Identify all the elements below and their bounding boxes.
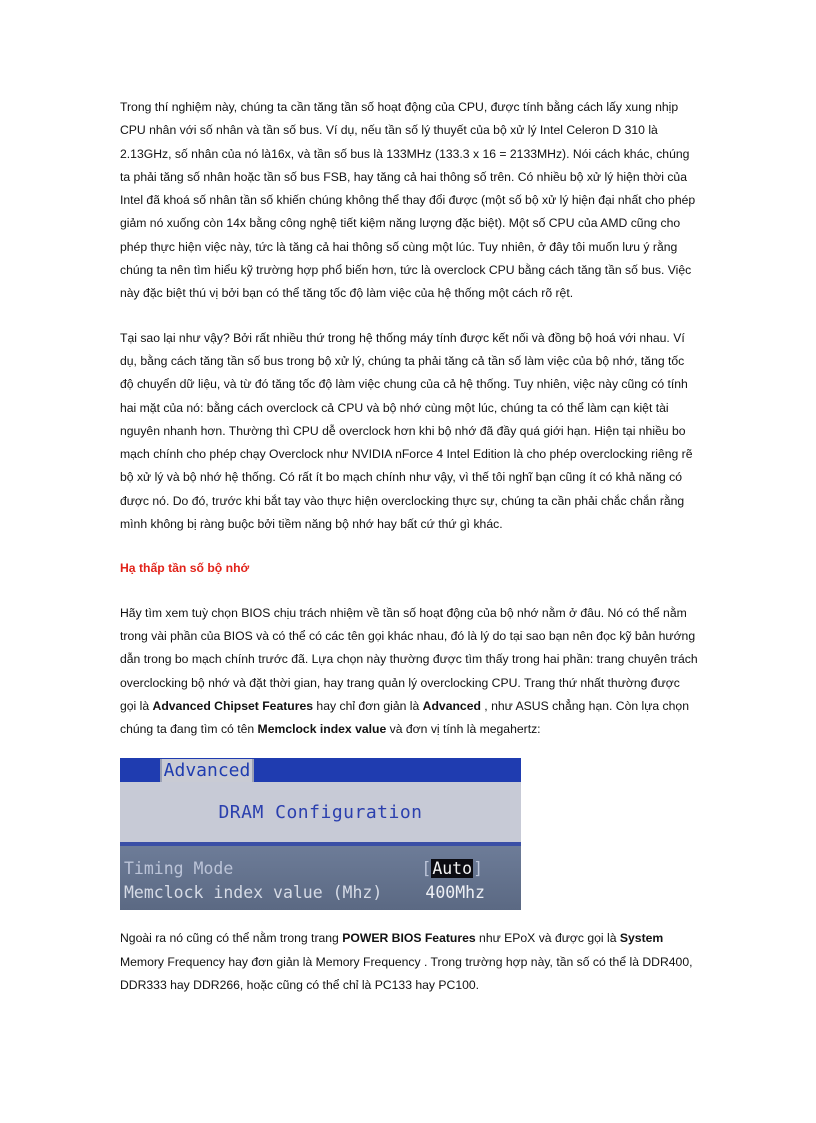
bold-term-memclock: Memclock index value xyxy=(257,722,387,737)
bold-term-advanced-chipset: Advanced Chipset Features xyxy=(152,698,314,713)
paragraph-gap xyxy=(120,306,698,327)
bios-row-memclock xyxy=(124,882,517,904)
bios-screenshot xyxy=(120,758,521,910)
text-run: , như ASUS chẳng hạn. Còn lựa chọn chúng ta đang tìm có tên xyxy=(120,698,689,737)
paragraph-cpu-multiplier: Trong thí nghiệm này, chúng ta cần tăng tần số hoạt động của CPU, được tính bằng cách lấy xung nhịp CPU nhân với số nhân và tần số bus. Ví dụ, nếu tần số lý thuyết của bộ xử lý Intel Celeron D 310 là 2.13GHz, số nhân của nó là16x, và tần số bus là 133MHz (133.3 x 16 = 2133MHz). Nói cách khác, chúng ta phải tăng số nhân hoặc tần số bus FSB, hay tăng cả hai thông số trên. Có nhiều bộ xử lý hiện thời của Intel đã khoá số nhân tần số khiến chúng không thể thay đổi được (một số bộ xử lý hiện đại nhất cho phép giảm nó xuống còn 14x bằng công nghệ tiết kiệm năng lượng đặc biệt). Một số CPU của AMD cũng cho phép thực hiện việc này, tức là tăng cả hai thông số cùng một lúc. Tuy nhiên, ở đây tôi muốn lưu ý rằng chúng ta nên tìm hiểu kỹ trường hợp phổ biến hơn, tức là overclock CPU bằng cách tăng tần số bus. Việc này đặc biệt thú vị bởi bạn có thể tăng tốc độ làm việc của hệ thống một cách rõ rệt. xyxy=(120,100,696,301)
text-run: hay chỉ đơn giản là xyxy=(313,698,423,713)
bios-section-title: DRAM Configuration xyxy=(218,802,423,824)
bios-selected-value: Auto xyxy=(432,859,473,879)
bold-term-advanced: Advanced xyxy=(422,698,481,713)
bios-option-value xyxy=(421,858,483,880)
paragraph-gap xyxy=(120,536,698,557)
bios-tab-advanced: Advanced xyxy=(160,759,254,782)
bios-option-label: Memclock index value (Mhz) xyxy=(124,883,383,903)
text-run: Ngoài ra nó cũng có thể nằm trong trang xyxy=(120,931,343,946)
paragraph-gap xyxy=(120,581,698,602)
bracket-close: ] xyxy=(473,859,483,879)
bold-term-power-bios: POWER BIOS Features xyxy=(342,931,476,946)
section-heading: Hạ thấp tần số bộ nhớ xyxy=(120,561,250,576)
bios-row-timing-mode xyxy=(124,858,517,880)
document-page xyxy=(120,96,698,997)
text-run: như EPoX và được gọi là xyxy=(475,931,620,946)
bold-term-system: System xyxy=(619,931,664,946)
paragraph-bios-option xyxy=(120,602,698,742)
paragraph-epox-option xyxy=(120,927,698,997)
text-run: và đơn vị tính là megahertz: xyxy=(386,722,541,737)
text-run: Memory Frequency hay đơn giản là Memory Frequency . Trong trường hợp này, tần số có thể là DDR400, DDR333 hay DDR266, hoặc cũng có thể chỉ là PC133 hay PC100. xyxy=(120,954,693,993)
text-run: Hãy tìm xem tuỳ chọn BIOS chịu trách nhiệm về tần số hoạt động của bộ nhớ nằm ở đâu. Nó có thể nằm trong vài phần của BIOS và có thể có các tên gọi khác nhau, đó là lý do tại sao bạn nên đọc kỹ bản hướng dẫn trong bo mạch chính trước đã. Lựa chọn này thường được tìm thấy trong hai phần: trang chuyên trách overclocking bộ nhớ và đặt thời gian, hay trang quản lý overclocking CPU. Trang thứ nhất thường được gọi là xyxy=(120,605,698,713)
bracket-open: [ xyxy=(421,859,432,879)
bios-option-value: 400Mhz xyxy=(425,883,485,903)
paragraph-why-synchronization: Tại sao lại như vậy? Bởi rất nhiều thứ trong hệ thống máy tính được kết nối và đồng bộ hoá với nhau. Ví dụ, bằng cách tăng tần số bus trong bộ xử lý, chúng ta phải tăng cả tần số làm việc của bộ nhớ, tăng tốc độ chuyển dữ liệu, và từ đó tăng tốc độ làm việc chung của cả hệ thống. Tuy nhiên, việc này cũng có tính hai mặt của nó: bằng cách overclock cả CPU và bộ nhớ cùng một lúc, chúng ta có thể làm cạn kiệt tài nguyên nhanh hơn. Thường thì CPU dễ overclock hơn khi bộ nhớ đã đầy quá giới hạn. Hiện tại nhiều bo mạch chính cho phép chạy Overclock như NVIDIA nForce 4 Intel Edition là cho phép overclocking riêng rẽ bộ xử lý và bộ nhớ hệ thống. Có rất ít bo mạch chính như vậy, vì thế tôi nghĩ bạn cũng ít có khả năng có được nó. Do đó, trước khi bắt tay vào thực hiện overclocking thực sự, chúng ta cần phải chắc chắn rằng mình không bị ràng buộc bởi tiềm năng bộ nhớ hay bất cứ thứ gì khác. xyxy=(120,330,693,532)
bios-option-label: Timing Mode xyxy=(124,859,234,879)
bios-title-band xyxy=(120,782,521,842)
